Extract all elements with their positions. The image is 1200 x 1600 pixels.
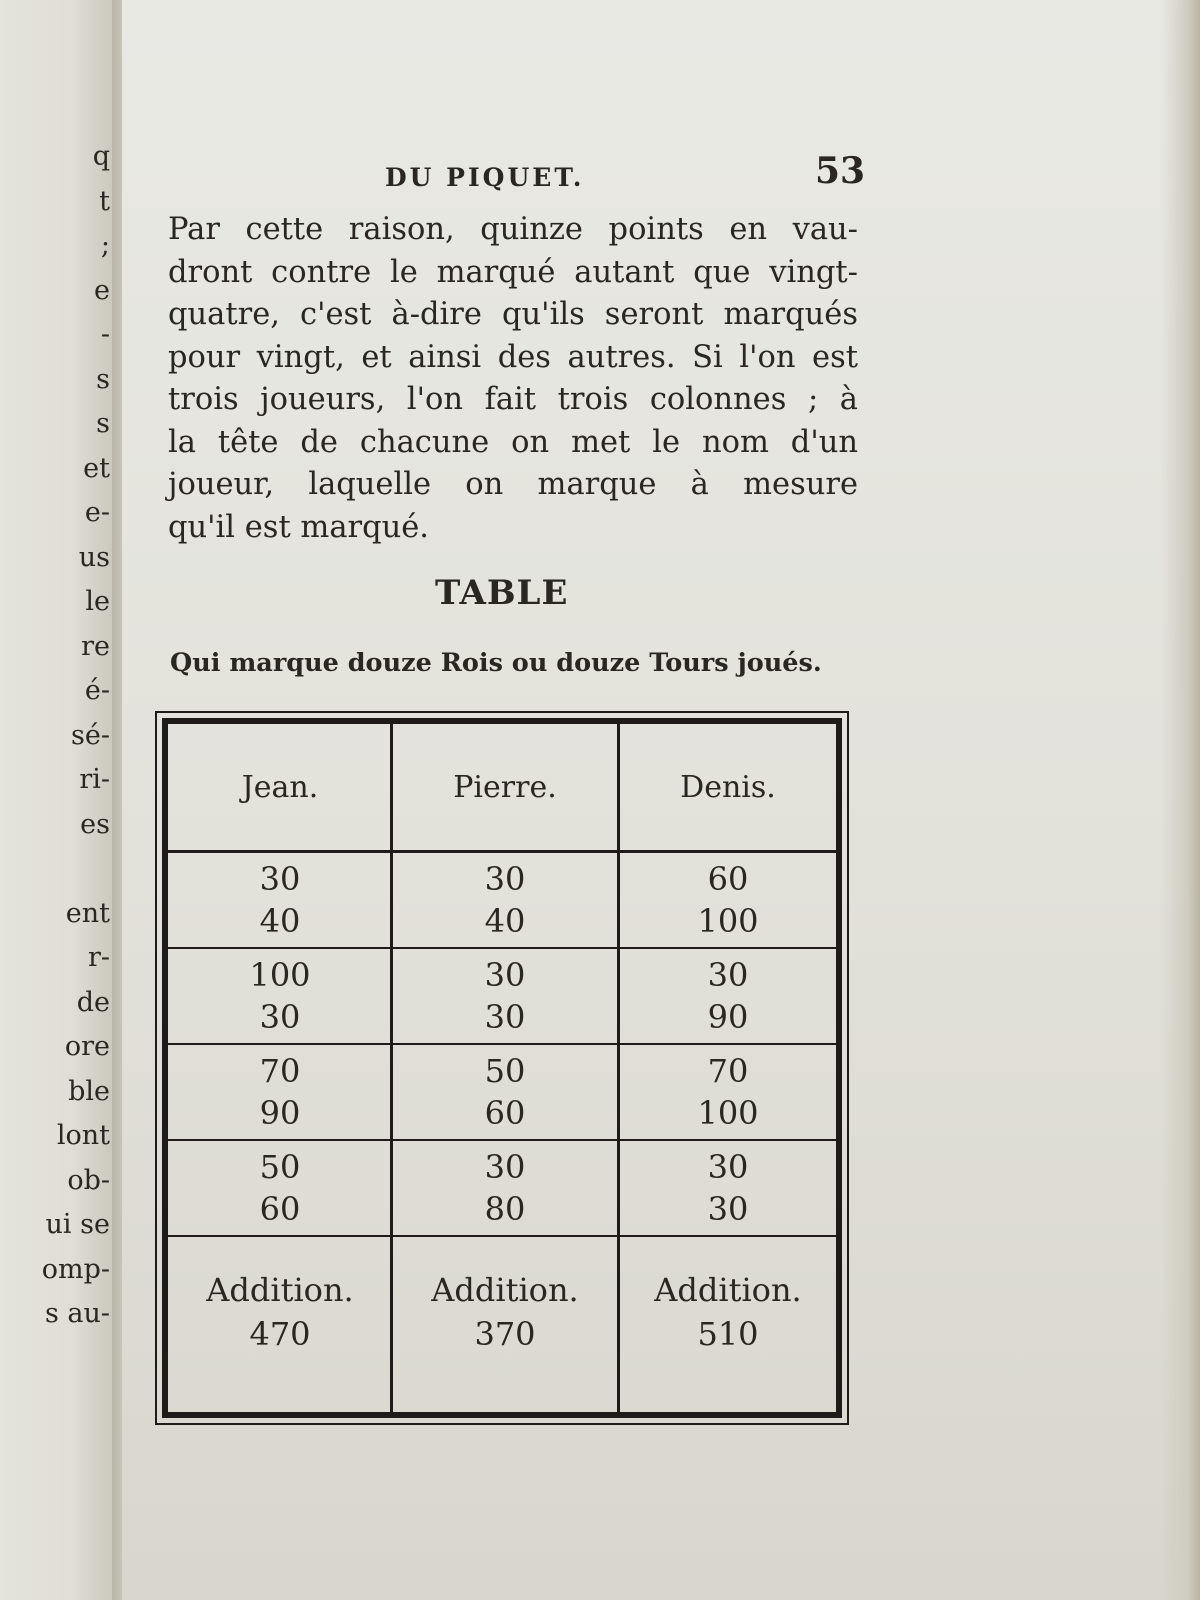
score-value: 70 <box>259 1052 301 1090</box>
score-cell <box>616 853 840 949</box>
score-value: 100 <box>249 956 311 994</box>
body-line: trois joueurs, l'on fait trois colonnes ; à <box>168 382 858 417</box>
left-page-fragment: lont <box>56 1120 110 1151</box>
addition-label: Addition. <box>431 1271 579 1309</box>
page-edge-shadow <box>1160 0 1200 1600</box>
player-name-header: Denis. <box>616 724 840 853</box>
running-head: DU PIQUET. <box>385 163 585 192</box>
score-cell <box>616 949 840 1045</box>
left-page-fragment: q <box>92 141 110 172</box>
left-page-fragment: ent <box>65 897 110 929</box>
score-value: 90 <box>707 998 749 1036</box>
left-page-fragment: e- <box>84 497 110 528</box>
score-value: 60 <box>259 1190 301 1228</box>
table-column <box>168 724 392 1412</box>
score-value: 30 <box>707 1148 749 1186</box>
player-name-header: Jean. <box>168 724 392 853</box>
score-table <box>162 718 842 1418</box>
left-page-fragment: us <box>78 541 110 573</box>
score-cell <box>393 853 617 949</box>
left-page-fragment: es <box>80 808 110 840</box>
score-value: 80 <box>484 1190 526 1228</box>
left-page-fragment: e <box>94 274 110 306</box>
left-page-fragment: ob- <box>67 1164 110 1196</box>
body-line: joueur, laquelle on marque à mesure <box>168 467 858 502</box>
table-title: TABLE <box>435 573 569 613</box>
score-value: 30 <box>484 956 526 994</box>
addition-cell <box>168 1237 392 1387</box>
addition-cell <box>393 1237 617 1387</box>
score-cell <box>616 1045 840 1141</box>
left-page-fragment: ; <box>100 230 110 261</box>
table-column <box>616 724 840 1412</box>
addition-cell <box>616 1237 840 1387</box>
score-cell <box>616 1141 840 1237</box>
left-page-fragment: ui se <box>45 1209 110 1240</box>
score-value: 30 <box>707 1190 749 1228</box>
left-page-fragment: s <box>96 408 110 439</box>
score-value: 70 <box>707 1052 749 1090</box>
body-line: qu'il est marqué. <box>168 509 430 545</box>
addition-total: 470 <box>249 1315 311 1353</box>
score-value: 30 <box>484 1148 526 1186</box>
left-page-fragment: é- <box>84 675 110 706</box>
score-value: 90 <box>259 1094 301 1132</box>
left-page-fragment: re <box>81 630 110 662</box>
left-page-fragment: et <box>83 452 110 484</box>
score-cell <box>393 1045 617 1141</box>
score-value: 30 <box>484 998 526 1036</box>
score-cell <box>393 949 617 1045</box>
score-cell <box>168 949 392 1045</box>
score-cell <box>168 1141 392 1237</box>
score-value: 100 <box>697 1094 759 1132</box>
left-page-fragment: s <box>96 363 110 395</box>
body-line: dront contre le marqué autant que vingt- <box>168 254 858 290</box>
body-line: quatre, c'est à-dire qu'ils seront marqués <box>168 297 858 332</box>
left-page-fragment: ble <box>68 1075 110 1107</box>
body-line: la tête de chacune on met le nom d'un <box>168 424 858 460</box>
score-value: 100 <box>697 902 759 940</box>
score-cell <box>168 853 392 949</box>
addition-label: Addition. <box>654 1271 802 1309</box>
score-value: 30 <box>259 860 301 898</box>
left-page-fragment: de <box>76 986 110 1018</box>
player-name-header: Pierre. <box>393 724 617 853</box>
table-caption: Qui marque douze Rois ou douze Tours joués. <box>170 648 822 678</box>
score-value: 60 <box>707 860 749 898</box>
score-cell <box>168 1045 392 1141</box>
addition-total: 370 <box>474 1315 536 1353</box>
addition-label: Addition. <box>206 1271 354 1309</box>
addition-total: 510 <box>697 1315 759 1353</box>
left-page-fragment: ore <box>64 1031 110 1062</box>
score-value: 30 <box>484 860 526 898</box>
page-number: 53 <box>815 150 866 192</box>
score-value: 40 <box>484 902 526 940</box>
left-page-fragment <box>0 847 110 892</box>
left-page-fragment: s au- <box>44 1298 110 1329</box>
score-value: 40 <box>259 902 301 940</box>
table-column <box>390 724 620 1412</box>
body-line: Par cette raison, quinze points en vau- <box>168 212 858 247</box>
score-value: 60 <box>484 1094 526 1132</box>
left-page-fragment: le <box>85 586 110 617</box>
left-page-fragment: - <box>100 319 110 350</box>
body-paragraph <box>168 209 858 549</box>
left-page-fragment: t <box>99 185 110 217</box>
score-value: 50 <box>484 1052 526 1090</box>
score-value: 30 <box>259 998 301 1036</box>
score-value: 50 <box>259 1148 301 1186</box>
body-line: pour vingt, et ainsi des autres. Si l'on est <box>168 339 858 375</box>
score-cell <box>393 1141 617 1237</box>
left-facing-page <box>0 0 118 1600</box>
left-page-fragment: omp- <box>41 1253 110 1285</box>
left-page-fragment: ri- <box>79 764 110 795</box>
left-page-fragment: sé- <box>71 719 110 751</box>
score-value: 30 <box>707 956 749 994</box>
left-page-fragment: r- <box>87 942 110 973</box>
left-page-text-fragments <box>0 135 110 1337</box>
